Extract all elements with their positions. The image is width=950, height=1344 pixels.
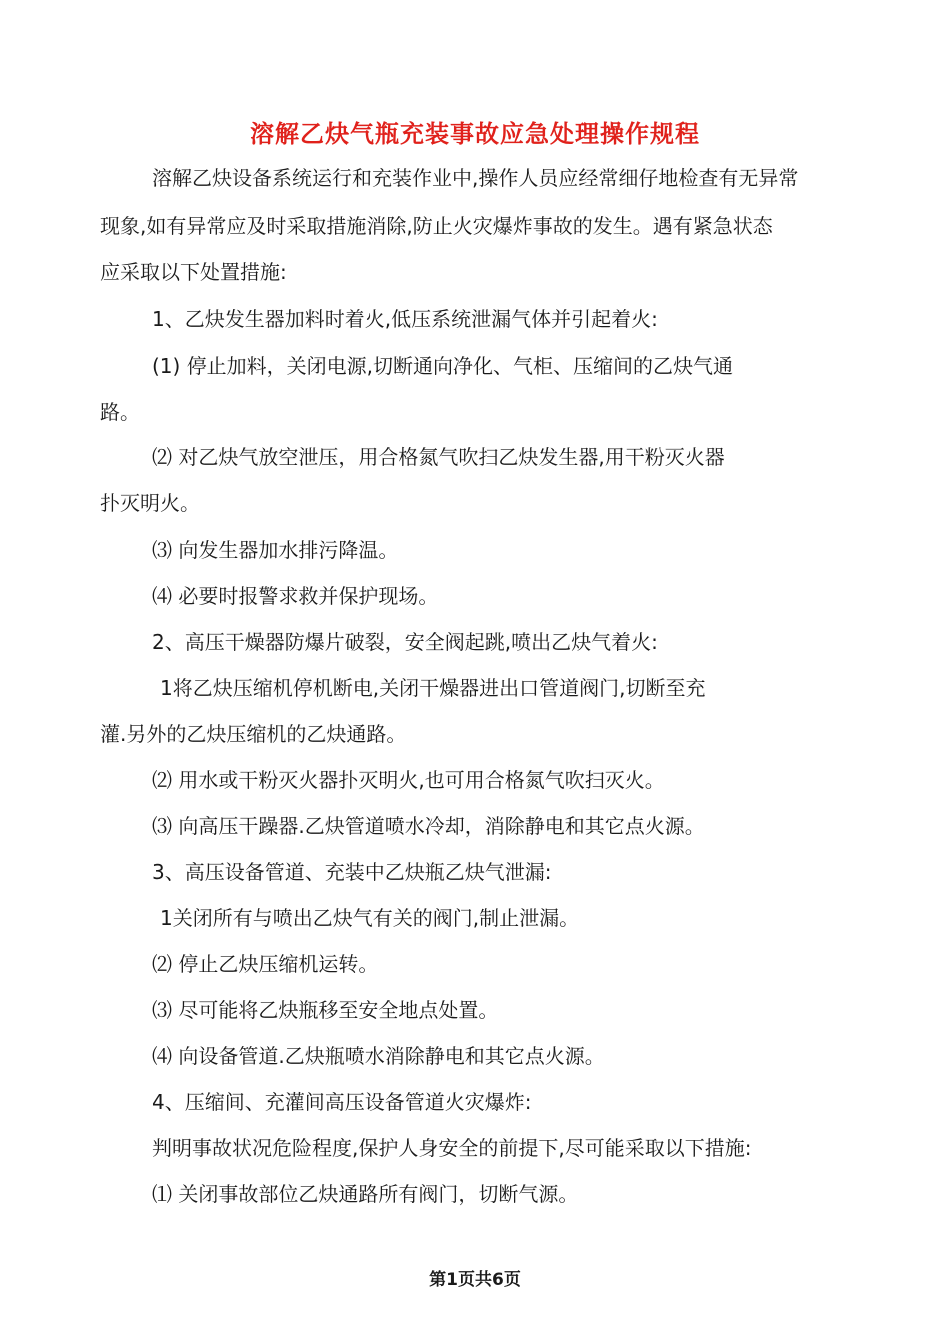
list-item: 1将乙炔压缩机停机断电,关闭干燥器进出口管道阀门,切断至充 xyxy=(160,676,706,700)
list-item: ⑷ 必要时报警求救并保护现场。 xyxy=(152,584,439,608)
list-item: 1关闭所有与喷出乙炔气有关的阀门,制止泄漏。 xyxy=(160,906,580,930)
section-heading: 4、压缩间、充灌间高压设备管道火灾爆炸: xyxy=(152,1090,532,1114)
list-item: ⑶ 向发生器加水排污降温。 xyxy=(152,538,399,562)
paragraph-line: 现象,如有异常应及时采取措施消除,防止火灾爆炸事故的发生。遇有紧急状态 xyxy=(100,214,773,238)
list-item-continuation: 灌.另外的乙炔压缩机的乙炔通路。 xyxy=(100,722,407,746)
list-item-continuation: 路。 xyxy=(100,400,140,424)
list-item-continuation: 扑灭明火。 xyxy=(100,491,200,515)
section-heading: 1、乙炔发生器加料时着火,低压系统泄漏气体并引起着火: xyxy=(152,307,658,331)
list-item: ⑴ 关闭事故部位乙炔通路所有阀门，切断气源。 xyxy=(152,1182,579,1206)
section-heading: 3、高压设备管道、充装中乙炔瓶乙炔气泄漏: xyxy=(152,860,552,884)
list-item: ⑶ 向高压干躁器.乙炔管道喷水冷却，消除静电和其它点火源。 xyxy=(152,814,705,838)
list-item: ⑶ 尽可能将乙炔瓶移至安全地点处置。 xyxy=(152,998,499,1022)
list-item: (1) 停止加料，关闭电源,切断通向净化、气柜、压缩间的乙炔气通 xyxy=(152,354,734,378)
section-heading: 2、高压干燥器防爆片破裂，安全阀起跳,喷出乙炔气着火: xyxy=(152,630,658,654)
page-number-footer: 第1页共6页 xyxy=(429,1270,521,1290)
paragraph-line: 溶解乙炔设备系统运行和充装作业中,操作人员应经常细仔地检查有无异常 xyxy=(152,166,799,190)
paragraph-line: 应采取以下处置措施: xyxy=(100,260,287,284)
document-title: 溶解乙炔气瓶充装事故应急处理操作规程 xyxy=(250,120,700,148)
list-item: ⑵ 对乙炔气放空泄压，用合格氮气吹扫乙炔发生器,用干粉灭火器 xyxy=(152,445,725,469)
list-item: ⑵ 用水或干粉灭火器扑灭明火,也可用合格氮气吹扫灭火。 xyxy=(152,768,665,792)
paragraph-line: 判明事故状况危险程度,保护人身安全的前提下,尽可能采取以下措施: xyxy=(152,1136,752,1160)
list-item: ⑷ 向设备管道.乙炔瓶喷水消除静电和其它点火源。 xyxy=(152,1044,605,1068)
list-item: ⑵ 停止乙炔压缩机运转。 xyxy=(152,952,379,976)
